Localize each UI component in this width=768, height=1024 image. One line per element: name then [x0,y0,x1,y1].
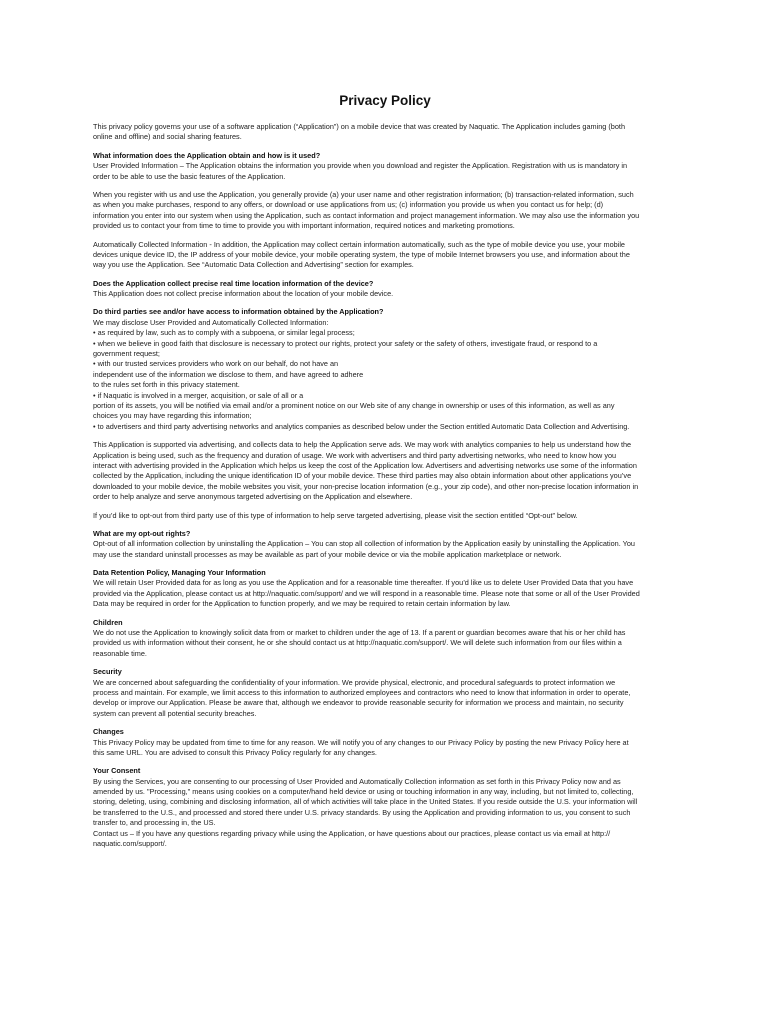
paragraph-line: • to advertisers and third party advertising networks and analytics companies as described below under the Section entitled Automatic Data Collection and Advertising. [93,421,630,431]
page-title: Privacy Policy [339,93,431,108]
policy-section [93,240,693,271]
paragraph-line: We do not use the Application to knowingly solicit data from or market to children under the age of 13. If a parent or guardian becomes aware that his or her child has [93,628,626,638]
paragraph-line: online and offline) and social sharing features. [93,132,242,142]
paragraph-line: collected by the Application, including the unique identification ID of your mobile device. These third parties may also obtain information about other applications you’ve [93,471,632,481]
paragraph-line: to the rules set forth in this privacy statement. [93,380,240,390]
paragraph-line: downloaded to your mobile device, the mobile websites you visit, your non-precise location information (e.g., your zip code), and other non-precise location information in [93,481,639,491]
paragraph-line: We are concerned about safeguarding the confidentiality of your information. We provide physical, electronic, and procedural safeguards to protect information we [93,677,616,687]
policy-section [93,511,693,521]
paragraph-line: be transferred to the U.S., and processed and stored there under U.S. privacy standards. By using the Application and providing information to us, you consent to such [93,807,631,817]
section-heading: Children [93,617,123,627]
paragraph-line: Data may be required in order for the Application to function properly, and we may be required to retain certain information by law. [93,599,511,609]
paragraph-line: way you use the Application. See “Automatic Data Collection and Advertising” section for examples. [93,260,414,270]
paragraph-line: develop or improve our Application. Please be aware that, although we endeavor to provide reasonable security for information we process and maintain, no security [93,698,624,708]
paragraph-line: • with our trusted services providers who work on our behalf, do not have an [93,359,339,369]
document-page [93,92,693,857]
policy-section [93,529,693,560]
section-heading: What information does the Application obtain and how is it used? [93,150,321,160]
policy-section [93,568,693,610]
paragraph-line: Contact us – If you have any questions regarding privacy while using the Application, or have questions about our practices, please contact us via email at http:// [93,828,611,838]
paragraph-line: Application is being used, such as the frequency and duration of usage. We work with advertisers and third party advertising networks, who need to know how you [93,450,617,460]
paragraph-line: provided via the Application, please contact us at http://naquatic.com/support/ and we will respond in a reasonable time. Please note that some or all of the User Provided [93,588,640,598]
section-heading: Do third parties see and/or have access to information obtained by the Application? [93,307,384,317]
policy-section [93,727,693,758]
paragraph-line: This Application is supported via advertising, and collects data to help the Application serve ads. We may work with analytics companies to help us understand how the [93,440,632,450]
paragraph-line: transfer to, and processing in, the US. [93,818,216,828]
paragraph-line: • as required by law, such as to comply with a subpoena, or similar legal process; [93,328,355,338]
paragraph-line: storing, deleting, using, combining and disclosing information, all of which activities will take place in the United States. If you reside outside the U.S. your information will [93,797,638,807]
document-body [93,122,693,849]
paragraph-line: reasonable time. [93,648,147,658]
paragraph-line: Opt-out of all information collection by uninstalling the Application – You can stop all collection of information by the Application easily by uninstalling the Application. You [93,539,635,549]
paragraph-line: devices unique device ID, the IP address of your mobile device, your mobile operating system, the type of mobile Internet browsers you use, and information about the [93,249,630,259]
policy-section [93,151,693,182]
paragraph-line: order to help analyze and serve anonymous targeted advertising on the Application and elsewhere. [93,492,413,502]
paragraph-line: User Provided Information – The Application obtains the information you provide when you download and register the Application. Registration with us is mandatory in [93,161,628,171]
paragraph-line: • when we believe in good faith that disclosure is necessary to protect our rights, protect your safety or the safety of others, investigate fraud, or respond to a [93,338,598,348]
paragraph-line: We may disclose User Provided and Automatically Collected Information: [93,317,329,327]
policy-section [93,440,693,502]
policy-section [93,766,693,849]
paragraph-line: This Application does not collect precise information about the location of your mobile device. [93,289,394,299]
paragraph-line: interact with advertising provided in the Application which helps us keep the cost of the Application low. Advertisers and advertising networks use some of the information [93,460,637,470]
policy-section [93,279,693,300]
paragraph-line: choices you may have regarding this information; [93,411,252,421]
section-heading: Changes [93,727,124,737]
section-heading: Your Consent [93,766,141,776]
paragraph-line: This Privacy Policy may be updated from time to time for any reason. We will notify you of any changes to our Privacy Policy by posting the new Privacy Policy here at [93,737,629,747]
paragraph-line: process and maintain. For example, we limit access to this information to authorized employees and contractors who need to know that information in order to operate, [93,687,631,697]
paragraph-line: may use the standard uninstall processes as may be available as part of your mobile device or via the mobile application marketplace or network. [93,549,562,559]
paragraph-line: Automatically Collected Information - In addition, the Application may collect certain information automatically, such as the type of mobile device you use, your mobile [93,239,625,249]
paragraph-line: • if Naquatic is involved in a merger, acquisition, or sale of all or a [93,390,304,400]
paragraph-line: government request; [93,349,160,359]
policy-section [93,667,693,719]
paragraph-line: When you register with us and use the Application, you generally provide (a) your user name and other registration information; (b) transaction-related information, such [93,189,634,199]
paragraph-line: If you’d like to opt-out from third party use of this type of information to help serve targeted advertising, please visit the section entitled “Opt-out” below. [93,510,578,520]
paragraph-line: system can prevent all potential security breaches. [93,708,257,718]
section-heading: What are my opt-out rights? [93,528,191,538]
paragraph-line: portion of its assets, you will be notified via email and/or a prominent notice on our Web site of any change in ownership or uses of this information, as well as any [93,400,615,410]
paragraph-line: as when you make purchases, respond to any offers, or download or use applications from us; (c) information you provide us when you contact us for help; (d) [93,200,604,210]
paragraph-line: This privacy policy governs your use of a software application (“Application”) on a mobile device that was created by Naquatic. The Application includes gaming (both [93,122,626,131]
policy-section [93,190,693,232]
policy-section [93,618,693,660]
section-heading: Data Retention Policy, Managing Your Information [93,568,266,578]
paragraph-line: By using the Services, you are consenting to our processing of User Provided and Automatically Collection information as set forth in this Privacy Policy now and as [93,776,621,786]
paragraph-line: information you enter into our system when using the Application, such as contact information and project management information. We may also use the information you [93,210,640,220]
paragraph-line: provided us with information without their consent, he or she should contact us at http://naquatic.com/support/. We will delete such information from our files within a [93,638,622,648]
paragraph-line: order to be able to use the basic features of the Application. [93,171,286,181]
policy-section [93,307,693,432]
paragraph-line: independent use of the information we disclose to them, and have agreed to adhere [93,369,364,379]
section-heading: Security [93,667,122,677]
paragraph-line: We will retain User Provided data for as long as you use the Application and for a reasonable time thereafter. If you’d like us to delete User Provided Data that you have [93,578,634,588]
paragraph-line: naquatic.com/support/. [93,839,167,849]
paragraph-line: amended by us. "Processing," means using cookies on a computer/hand held device or using or touching information in any way, including, but not limited to, collecting, [93,787,634,797]
section-heading: Does the Application collect precise real time location information of the device? [93,278,374,288]
paragraph-line: this same URL. You are advised to consult this Privacy Policy regularly for any changes. [93,747,377,757]
policy-section [93,122,693,143]
paragraph-line: provided us to contact your from time to time to provide you with important information, required notices and marketing promotions. [93,221,515,231]
